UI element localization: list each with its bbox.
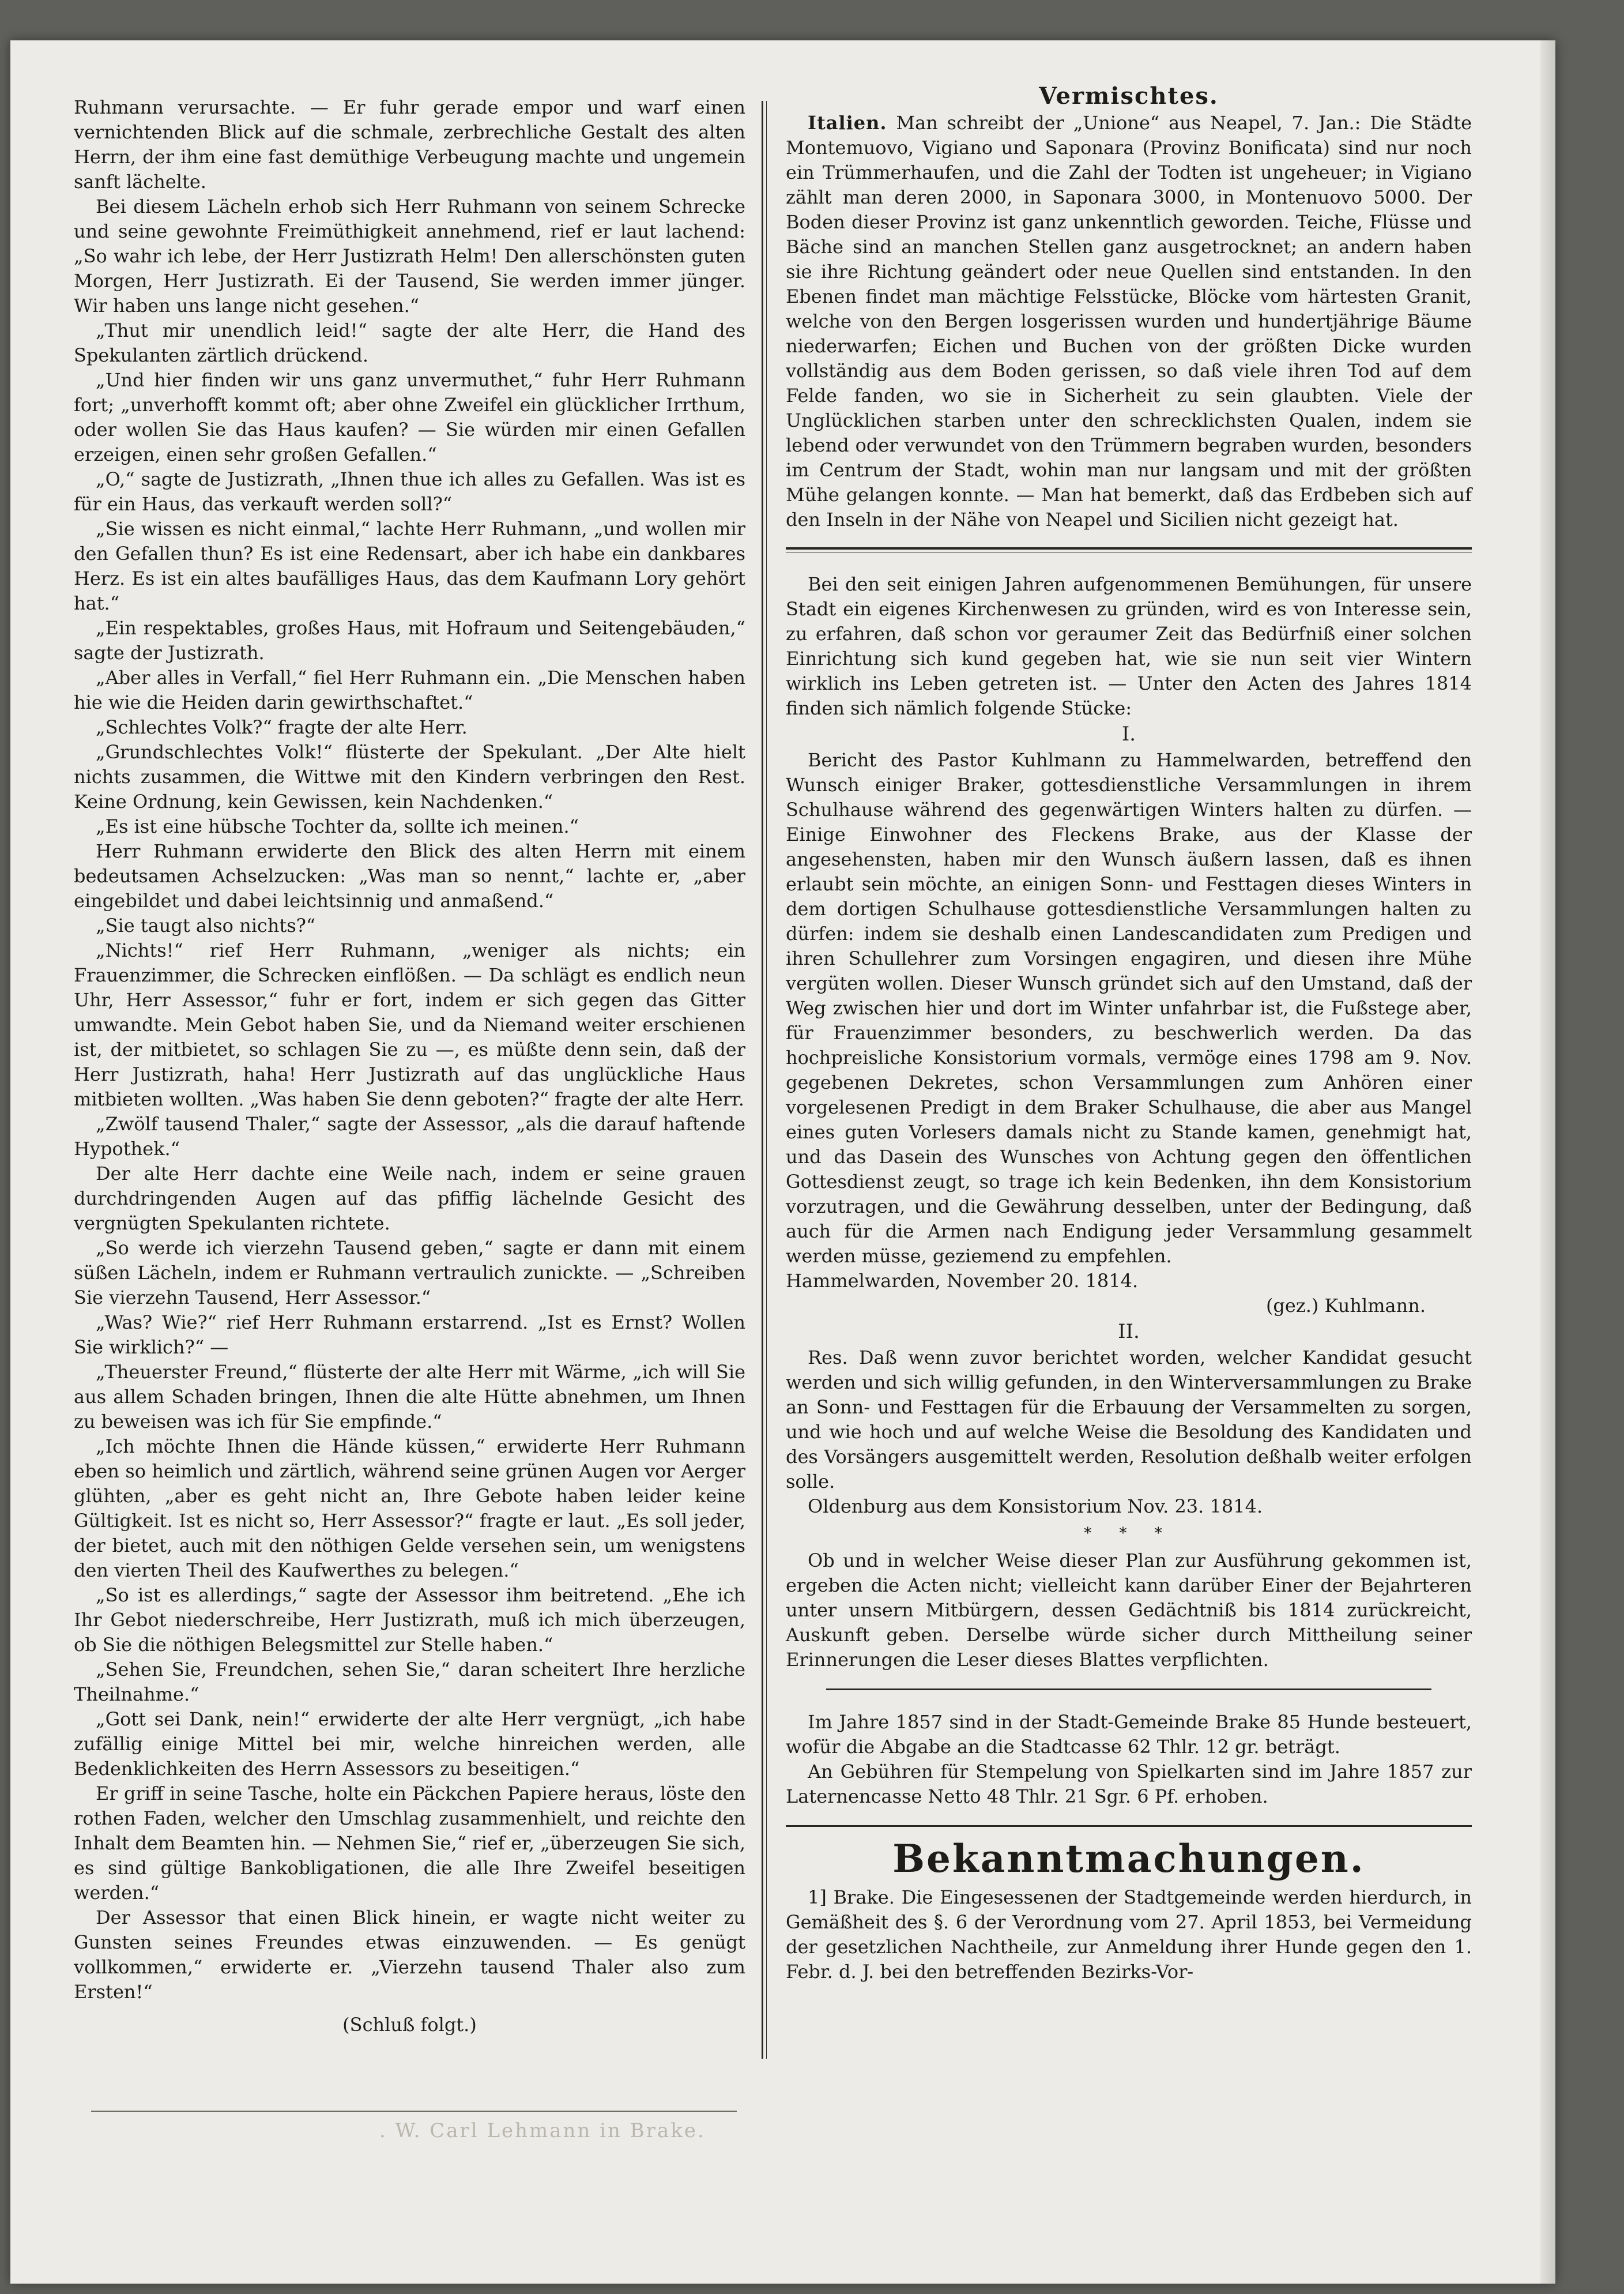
page-edge-shadow	[1540, 40, 1555, 2284]
left-column-story	[74, 95, 745, 2037]
story-paragraph: Der alte Herr dachte eine Weile nach, indem er seine grauen durchdringenden Augen auf das pfiffig lächelnde Gesicht des vergnügten Spekulanten richtete.	[74, 1163, 745, 1234]
article-place: Italien.	[808, 112, 887, 134]
story-paragraph: „Ein respektables, großes Haus, mit Hofraum und Seitengebäuden,“ sagte der Justizrath.	[74, 617, 745, 664]
statistics-paragraph: An Gebühren für Stempelung von Spielkarten sind im Jahre 1857 zur Laternencasse Netto 48 Thlr. 21 Sgr. 6 Pf. erhoben.	[786, 1761, 1472, 1807]
story-paragraph: „Und hier finden wir uns ganz unvermuthet,“ fuhr Herr Ruhmann fort; „unverhofft kommt oft; aber ohne Zweifel ein glücklicher Irrthum, oder wollen Sie das Haus kaufen? — Sie würden mir einen Gefallen erzeigen, einen sehr großen Gefallen.“	[74, 369, 745, 465]
document-signature: (gez.) Kuhlmann.	[1265, 1295, 1426, 1317]
statistics-paragraph: Im Jahre 1857 sind in der Stadt-Gemeinde Brake 85 Hunde besteuert, wofür die Abgabe an die Stadtcasse 62 Thlr. 12 gr. beträgt.	[786, 1711, 1472, 1758]
kirchenwesen-intro: Bei den seit einigen Jahren aufgenommenen Bemühungen, für unsere Stadt ein eigenes Kirchenwesen zu gründen, wird es von Interesse sein, zu erfahren, daß schon vor geraumer Zeit das Bedürfniß einer solchen Einrichtung sich kund gegeben hat, wie sie nun seit vier Wintern wirklich ins Leben getreten ist. — Unter den Acten des Jahres 1814 finden sich nämlich folgende Stücke:	[786, 573, 1472, 719]
story-paragraph: Er griff in seine Tasche, holte ein Päckchen Papiere heraus, löste den rothen Faden, welcher den Umschlag zusammenhielt, und reichte den Inhalt dem Beamten hin. — Nehmen Sie,“ rief er, „überzeugen Sie sich, es sind gültige Bankobligationen, die alle Ihre Zweifel beseitigen werden.“	[74, 1782, 745, 1904]
document-numeral: II.	[1118, 1320, 1140, 1343]
story-paragraph: „Theuerster Freund,“ flüsterte der alte Herr mit Wärme, „ich will Sie aus allem Schaden bringen, Ihnen die alte Hütte abnehmen, um Ihnen zu beweisen was ich für Sie empfinde.“	[74, 1361, 745, 1432]
story-paragraph: „So werde ich vierzehn Tausend geben,“ sagte er dann mit einem süßen Lächeln, indem er Ruhmann vertraulich zunickte. — „Schreiben Sie vierzehn Tausend, Herr Assessor.“	[74, 1237, 745, 1308]
story-paragraph: „Sehen Sie, Freundchen, sehen Sie,“ daran scheitert Ihre herzliche Theilnahme.“	[74, 1659, 745, 1705]
story-paragraph: „Was? Wie?“ rief Herr Ruhmann erstarrend. „Ist es Ernst? Wollen Sie wirklich?“ —	[74, 1311, 745, 1358]
story-paragraph: Bei diesem Lächeln erhob sich Herr Ruhmann von seinem Schrecke und seine gewohnte Freimüthigkeit annehmend, rief er laut lachend: „So wahr ich lebe, der Herr Justizrath Helm! Den allerschönsten guten Morgen, Herr Justizrath. Ei der Tausend, Sie werden immer jünger. Wir haben uns lange nicht gesehen.“	[74, 195, 745, 317]
right-column	[786, 84, 1472, 1984]
bleed-through-imprint: . W. Carl Lehmann in Brake.	[379, 2119, 706, 2142]
asterism: * * *	[1084, 1525, 1174, 1542]
continuation-note: (Schluß folgt.)	[342, 2014, 477, 2036]
document-numeral: I.	[1121, 723, 1136, 746]
column-divider	[762, 101, 763, 2059]
story-paragraph: „Ich möchte Ihnen die Hände küssen,“ erwiderte Herr Ruhmann eben so heimlich und zärtlich, während seine grünen Augen vor Aerger glühten, „aber es geht nicht an, Ihre Gebote haben leider keine Gültigkeit. Ist es nicht so, Herr Assessor?“ fragte er laut. „Es soll jeder, der bietet, auch mit den nöthigen Gelde versehen sein, um wenigstens den vierten Theil des Kaufwerthes zu belegen.“	[74, 1435, 745, 1581]
story-paragraph: „So ist es allerdings,“ sagte der Assessor ihm beitretend. „Ehe ich Ihr Gebot niederschreibe, Herr Justizrath, muß ich mich überzeugen, ob Sie die nöthigen Belegsmittel zur Stelle haben.“	[74, 1584, 745, 1656]
story-paragraph: „Thut mir unendlich leid!“ sagte der alte Herr, die Hand des Spekulanten zärtlich drückend.	[74, 319, 745, 366]
closing-paragraph: Ob und in welcher Weise dieser Plan zur Ausführung gekommen ist, ergeben die Acten nicht; vielleicht kann darüber Einer der Bejahrteren unter unsern Mitbürgern, dessen Gedächtniß bis 1814 zurückreicht, Auskunft geben. Derselbe würde sicher durch Mittheilung seiner Erinnerungen die Leser dieses Blattes verpflichten.	[786, 1550, 1472, 1671]
document-text: Bericht des Pastor Kuhlmann zu Hammelwarden, betreffend den Wunsch einiger Braker, gottesdienstliche Versammlungen in ihrem Schulhause während des gegenwärtigen Winters halten zu dürfen. — Einige Einwohner des Fleckens Brake, aus der Klasse der angesehensten, haben mir den Wunsch äußern lassen, daß es ihnen erlaubt sein möchte, an einigen Sonn- und Festtagen dieses Winters in dem dortigen Schulhause gottesdienstliche Versammlungen halten zu dürfen: indem sie deshalb einen Landescandidaten zum Predigen und ihren Schullehrer zum Vorsingen engagiren, und diesen ihre Mühe vergüten wollen. Dieser Wunsch gründet sich auf den Umstand, daß der Weg zwischen hier und dort im Winter unfahrbar ist, die Fußstege aber, für Frauenzimmer besonders, zu beschwerlich werden. Da das hochpreisliche Konsistorium vormals, vermöge eines 1798 am 9. Nov. gegebenen Dekretes, schon Versammlungen zum Anhören einer vorgelesenen Predigt in dem Braker Schulhause, die aber aus Mangel eines guten Vorlesers damals nicht zu Stande kamen, genehmigt hat, und das Dasein des Wunsches von Achtung gegen den öffentlichen Gottesdienst zeugt, so trage ich kein Bedenken, ihn dem Konsistorium vorzutragen, und die Gewährung desselben, unter der Bedingung, daß auch für die Armen nach Endigung jeder Versammlung gesammelt werden müsse, geziemend zu empfehlen.	[786, 749, 1472, 1267]
article-text: Man schreibt der „Unione“ aus Neapel, 7. Jan.: Die Städte Montemuovo, Vigiano und Saponara (Provinz Bonificata) sind nur noch ein Trümmerhaufen, und die Zahl der Todten ist ungeheuer; in Vigiano zählt man deren 2000, in Saponara 3000, in Montenuovo 5000. Der Boden dieser Provinz ist ganz unkenntlich geworden. Teiche, Flüsse und Bäche sind an manchen Stellen ganz ausgetrocknet; an andern haben sie ihre Richtung geändert oder neue Quellen sind entstanden. In den Ebenen findet man mächtige Felsstücke, Blöcke vom härtesten Granit, welche von den Bergen losgerissen wurden und hundertjährige Bäume niederwarfen; Eichen und Buchen von der größten Dicke wurden vollständig aus dem Boden gerissen, so daß viele ihren Tod auf dem Felde fanden, wo sie in Sicherheit zu sein glaubten. Viele der Unglücklichen starben unter den schrecklichsten Qualen, indem sie lebend oder verwundet von den Trümmern begraben wurden, besonders im Centrum der Stadt, wohin man nur langsam und mit der größten Mühe gelangen konnte. — Man hat bemerkt, daß das Erdbeben sich auf den Inseln in der Nähe von Neapel und Sicilien nicht gezeigt hat.	[786, 112, 1472, 531]
section-separator	[826, 1688, 1431, 1690]
bekanntmachungen-heading: Bekanntmachungen.	[892, 1836, 1365, 1881]
footer-rule	[91, 2111, 737, 2112]
document-dateline: Oldenburg aus dem Konsistorium Nov. 23. 1814.	[808, 1495, 1263, 1517]
document-text: Res. Daß wenn zuvor berichtet worden, welcher Kandidat gesucht werden und sich willig gefunden, in den Winterversammlungen zu Brake an Sonn- und Festtagen für die Erbauung der Versammelten zu sorgen, und wie hoch und auf welche Weise die Besoldung des Kandidaten und des Vorsängers ausgemittelt werden, Resolution deßhalb weiter erfolgen solle.	[786, 1347, 1472, 1492]
story-paragraph: Der Assessor that einen Blick hinein, er wagte nicht weiter zu Gunsten seines Freundes etwas einzuwenden. — Es genügt vollkommen,“ erwiderte er. „Vierzehn tausend Thaler also zum Ersten!“	[74, 1906, 745, 2003]
story-paragraph: „Schlechtes Volk?“ fragte der alte Herr.	[96, 716, 468, 738]
column-divider-thin	[766, 101, 767, 2059]
story-paragraph: „Nichts!“ rief Herr Ruhmann, „weniger als nichts; ein Frauenzimmer, die Schrecken einflößen. — Da schlägt es endlich neun Uhr, Herr Assessor,“ fuhr er fort, indem er sich gegen das Gitter umwandte. Mein Gebot haben Sie, und da Niemand weiter erschienen ist, der mitbietet, so schlagen Sie zu —, es müßte denn sein, daß der Herr Justizrath, haha! Herr Justizrath auf das unglückliche Haus mitbieten wollten. „Was haben Sie denn geboten?“ fragte der alte Herr.	[74, 939, 745, 1110]
story-paragraph: „O,“ sagte de Justizrath, „Ihnen thue ich alles zu Gefallen. Was ist es für ein Haus, das verkauft werden soll?“	[74, 468, 745, 515]
story-paragraph: „Grundschlechtes Volk!“ flüsterte der Spekulant. „Der Alte hielt nichts zusammen, die Wittwe mit den Kindern verbringen den Rest. Keine Ordnung, kein Gewissen, kein Nachdenken.“	[74, 741, 745, 813]
story-paragraph: „Zwölf tausend Thaler,“ sagte der Assessor, „als die darauf haftende Hypothek.“	[74, 1113, 745, 1160]
story-paragraph: „Sie wissen es nicht einmal,“ lachte Herr Ruhmann, „und wollen mir den Gefallen thun? Es ist eine Redensart, aber ich habe ein dankbares Herz. Es ist ein altes baufälliges Haus, das dem Kaufmann Lory gehört hat.“	[74, 518, 745, 614]
document-dateline: Hammelwarden, November 20. 1814.	[786, 1270, 1139, 1292]
announcement-text: 1] Brake. Die Eingesessenen der Stadtgemeinde werden hierdurch, in Gemäßheit des §. 6 der Verordnung vom 27. April 1853, bei Vermeidung der gesetzlichen Nachtheile, zur Anmeldung ihrer Hunde gegen den 1. Febr. d. J. bei den betreffenden Bezirks-Vor-	[786, 1886, 1472, 1983]
newspaper-page	[10, 40, 1555, 2284]
story-paragraph: „Sie taugt also nichts?“	[96, 915, 316, 937]
vermischtes-heading: Vermischtes.	[1039, 82, 1219, 110]
story-paragraph: Ruhmann verursachte. — Er fuhr gerade empor und warf einen vernichtenden Blick auf die schmale, zerbrechliche Gestalt des alten Herrn, der ihm eine fast demüthige Verbeugung machte und ungemein sanft lächelte.	[74, 96, 745, 193]
story-paragraph: „Gott sei Dank, nein!“ erwiderte der alte Herr vergnügt, „ich habe zufällig einige Mittel bei mir, welche hinreichen werden, alle Bedenklichkeiten des Herrn Assessors zu beseitigen.“	[74, 1708, 745, 1780]
section-separator	[786, 547, 1472, 552]
story-paragraph: „Aber alles in Verfall,“ fiel Herr Ruhmann ein. „Die Menschen haben hie wie die Heiden darin gewirthschaftet.“	[74, 667, 745, 713]
vermischtes-article	[786, 111, 1472, 532]
section-separator	[786, 1825, 1472, 1827]
story-paragraph: „Es ist eine hübsche Tochter da, sollte ich meinen.“	[96, 815, 579, 837]
story-paragraph: Herr Ruhmann erwiderte den Blick des alten Herrn mit einem bedeutsamen Achselzucken: „Was man so nennt,“ lachte er, „aber eingebildet und dabei leichtsinnig und anmaßend.“	[74, 840, 745, 912]
